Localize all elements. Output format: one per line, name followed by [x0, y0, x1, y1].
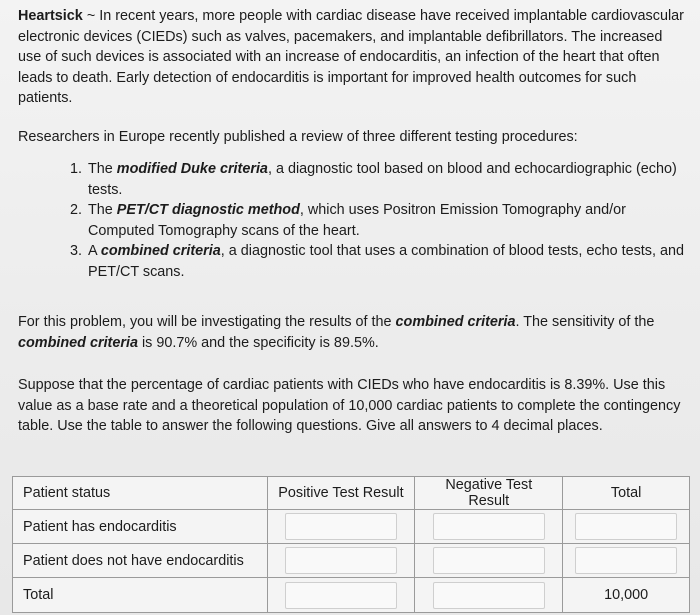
cell-has-positive: [267, 510, 415, 544]
header-patient-status: Patient status: [13, 477, 268, 510]
intro-paragraph: [18, 6, 684, 109]
cell-has-negative: [415, 510, 563, 544]
header-negative-test: Negative Test Result: [415, 477, 563, 510]
cell-no-total: [563, 544, 690, 578]
intro-heading: Heartsick: [18, 8, 83, 24]
procedure-name: modified Duke criteria: [116, 161, 268, 177]
problem-text: For this problem, you will be investigating the results of the: [18, 314, 396, 330]
researchers-sentence: Researchers in Europe recently published a review of three different testing procedures:: [18, 128, 578, 145]
table-row: [13, 510, 690, 544]
procedure-description: , a diagnostic tool that uses a combination of blood tests, echo tests, and PET/CT scans.: [88, 243, 684, 280]
header-total: Total: [563, 477, 690, 510]
table-row: [13, 578, 690, 613]
answer-input-no-total[interactable]: [575, 547, 677, 574]
problem-text: . The sensitivity of the: [515, 314, 655, 330]
procedure-description: , a diagnostic tool based on blood and echocardiographic (echo) tests.: [88, 161, 677, 198]
cell-has-total: [563, 510, 690, 544]
intro-text: In recent years, more people with cardiac disease have received implantable cardiovascular electronic devices (CIEDs) such as valves, pacemakers, and implantable defibrillators. The increased use of such devices is associated with an increase of endocarditis, an infection of the heart that often leads to death. Early detection of endocarditis is important for improved health outcomes for such patients.: [18, 8, 684, 106]
problem-text: is 90.7% and the specificity is 89.5%.: [137, 334, 379, 351]
answer-input-has-negative[interactable]: [433, 513, 545, 540]
problem-emphasis: combined criteria: [395, 314, 516, 330]
answer-input-has-positive[interactable]: [285, 513, 397, 540]
procedure-item: [86, 200, 684, 241]
answer-input-no-positive[interactable]: [285, 547, 397, 574]
grand-total-value: 10,000: [604, 587, 649, 603]
row-label-no-endocarditis: Patient does not have endocarditis: [13, 544, 268, 578]
procedure-name: combined criteria: [100, 243, 221, 259]
procedures-list: [18, 159, 684, 282]
contingency-table: [12, 476, 690, 613]
row-label-has-endocarditis: Patient has endocarditis: [13, 510, 268, 544]
answer-input-total-negative[interactable]: [433, 582, 545, 609]
procedure-prefix: The: [88, 161, 117, 177]
answer-input-has-total[interactable]: [575, 513, 677, 540]
procedure-name: PET/CT diagnostic method: [116, 202, 300, 218]
problem-emphasis: combined criteria: [18, 334, 138, 351]
cell-grand-total: [563, 578, 690, 613]
procedure-prefix: The: [88, 202, 117, 218]
table-header-row: [13, 477, 690, 510]
procedure-item: [86, 159, 684, 200]
table-row: [13, 544, 690, 578]
header-positive-test: Positive Test Result: [267, 477, 415, 510]
procedure-prefix: A: [88, 243, 101, 259]
cell-total-positive: [267, 578, 415, 613]
procedure-item: [86, 241, 684, 282]
cell-no-negative: [415, 544, 563, 578]
answer-input-no-negative[interactable]: [433, 547, 545, 574]
cell-no-positive: [267, 544, 415, 578]
instructions-paragraph: Suppose that the percentage of cardiac patients with CIEDs who have endocarditis is 8.39%. Use this value as a base rate and a theoretical population of 10,000 cardiac patients to complete the contingency table. Use the table to answer the following questions. Give all answers to 4 decimal places.: [18, 377, 681, 434]
row-label-total: Total: [13, 578, 268, 613]
intro-separator: ~: [86, 8, 96, 24]
answer-input-total-positive[interactable]: [285, 582, 397, 609]
procedure-description: , which uses Positron Emission Tomography and/or Computed Tomography scans of the heart.: [88, 202, 626, 239]
problem-statement: [18, 312, 684, 353]
cell-total-negative: [415, 578, 563, 613]
